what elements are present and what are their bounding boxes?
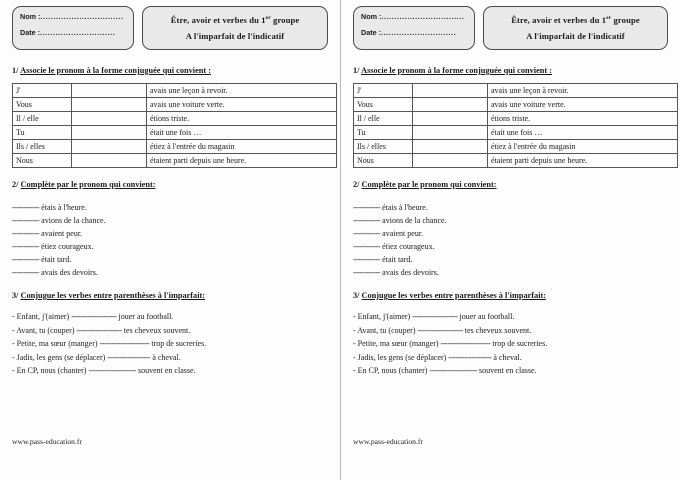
worksheet-title-box: [483, 6, 668, 50]
table-row: [13, 98, 337, 112]
pronoun-blank[interactable]: ------------: [12, 242, 40, 251]
sentence-text: étiez courageux.: [382, 242, 435, 251]
worksheet-title-box: [142, 6, 328, 50]
verb-form-cell: étaient parti depuis une heure.: [488, 154, 678, 168]
student-identity-box: [353, 6, 475, 50]
exercise-1-table: [12, 83, 337, 168]
exercise-3-number: 3/: [353, 291, 362, 300]
sentence-text: avions de la chance.: [41, 216, 106, 225]
pronoun-cell: Vous: [13, 98, 72, 112]
sentence-prefix: - Petite, ma sœur (manger): [12, 339, 100, 348]
sentence-text: était tard.: [41, 255, 72, 264]
exercise-2-list: [12, 201, 328, 279]
exercise-1-table: [353, 83, 678, 168]
list-item: [12, 227, 328, 240]
pronoun-cell: Ils / elles: [13, 140, 72, 154]
name-field-row[interactable]: [361, 12, 467, 21]
name-dotted-line: ................................: [381, 12, 465, 21]
exercise-3: [12, 291, 328, 378]
title-line-2: A l'imparfait de l'indicatif: [526, 31, 625, 41]
pronoun-cell: Il / elle: [13, 112, 72, 126]
exercise-2-number: 2/: [353, 180, 362, 189]
sentence-prefix: - Avant, tu (couper): [12, 325, 77, 335]
pronoun-blank[interactable]: ------------: [353, 242, 381, 251]
table-row: [13, 126, 337, 140]
list-item: [353, 240, 668, 253]
pronoun-blank[interactable]: ------------: [353, 216, 381, 225]
list-item: [353, 324, 668, 338]
exercise-1-instruction: Associe le pronom à la forme conjuguée qui convient :: [361, 66, 552, 75]
answer-blank-cell[interactable]: [413, 126, 488, 140]
verb-blank[interactable]: -------------------: [107, 352, 151, 362]
list-item: [12, 253, 328, 266]
sentence-text: étais à l'heure.: [41, 203, 87, 212]
date-dotted-line: .............................: [39, 28, 116, 37]
name-field-row[interactable]: [20, 12, 126, 21]
pronoun-blank[interactable]: ------------: [353, 229, 381, 238]
exercise-2-number: 2/: [12, 180, 21, 189]
header: [353, 6, 668, 54]
table-row: [13, 140, 337, 154]
verb-blank[interactable]: ----------------------: [440, 339, 491, 348]
pronoun-cell: J': [13, 84, 72, 98]
verb-form-cell: étiez à l'entrée du magasin: [147, 140, 337, 154]
worksheet-copy-right: [340, 0, 680, 480]
title-ordinal-suffix: er: [606, 15, 612, 22]
exercise-3-list: [12, 310, 328, 378]
list-item: [353, 253, 668, 266]
exercise-1-number: 1/: [12, 66, 21, 75]
name-label: Nom :: [20, 12, 41, 21]
sentence-suffix: trop de sucreries.: [490, 339, 548, 348]
sentence-suffix: à cheval.: [150, 352, 181, 362]
answer-blank-cell[interactable]: [72, 112, 147, 126]
verb-form-cell: étions triste.: [147, 112, 337, 126]
list-item: [12, 240, 328, 253]
list-item: [12, 201, 328, 214]
answer-blank-cell[interactable]: [413, 84, 488, 98]
answer-blank-cell[interactable]: [72, 126, 147, 140]
date-field-row[interactable]: [361, 28, 467, 37]
answer-blank-cell[interactable]: [413, 154, 488, 168]
footer-website[interactable]: www.pass-education.fr: [353, 437, 423, 446]
exercise-2-heading: [353, 180, 668, 189]
sentence-prefix: - Jadis, les gens (se déplacer): [353, 352, 449, 362]
verb-form-cell: étiez à l'entrée du magasin: [488, 140, 678, 154]
exercise-1-table-body: [354, 84, 678, 168]
sentence-suffix: à cheval.: [491, 352, 522, 362]
table-row: [354, 112, 678, 126]
answer-blank-cell[interactable]: [72, 84, 147, 98]
exercise-1-number: 1/: [353, 66, 362, 75]
sentence-text: avions de la chance.: [382, 216, 447, 225]
verb-form-cell: étions triste.: [488, 112, 678, 126]
pronoun-cell: Nous: [13, 154, 72, 168]
list-item: [353, 310, 668, 324]
verb-form-cell: avais une voiture verte.: [488, 98, 678, 112]
list-item: [12, 364, 328, 378]
exercise-1: [12, 66, 328, 168]
sentence-suffix: tes cheveux souvent.: [121, 325, 191, 335]
name-label: Nom :: [361, 12, 382, 21]
verb-form-cell: avais une leçon à revoir.: [147, 84, 337, 98]
title-line-1: [511, 15, 640, 25]
pronoun-cell: Tu: [354, 126, 413, 140]
verb-blank[interactable]: --------------------: [71, 312, 117, 321]
sentence-prefix: - Petite, ma sœur (manger): [353, 339, 441, 348]
list-item: [12, 266, 328, 279]
list-item: [353, 227, 668, 240]
list-item: [353, 201, 668, 214]
date-field-row[interactable]: [20, 28, 126, 37]
answer-blank-cell[interactable]: [72, 140, 147, 154]
sentence-text: avais des devoirs.: [41, 268, 98, 277]
sentence-text: avaient peur.: [41, 229, 83, 238]
pronoun-cell: Ils / elles: [354, 140, 413, 154]
verb-blank[interactable]: ---------------------: [88, 366, 136, 375]
table-row: [13, 154, 337, 168]
header: [12, 6, 328, 54]
sentence-text: étiez courageux.: [41, 242, 94, 251]
verb-form-cell: était une fois …: [147, 126, 337, 140]
table-row: [354, 154, 678, 168]
exercise-1-heading: [353, 66, 668, 75]
title-line-1: [171, 15, 300, 25]
exercise-3: [353, 291, 668, 378]
table-row: [13, 112, 337, 126]
list-item: [12, 324, 328, 338]
title-line-2: A l'imparfait de l'indicatif: [185, 31, 285, 41]
student-identity-box: [12, 6, 134, 50]
title-line-1-tail: groupe: [270, 15, 300, 25]
date-dotted-line: .............................: [380, 28, 457, 37]
verb-blank[interactable]: --------------------: [417, 325, 463, 335]
sentence-prefix: - Jadis, les gens (se déplacer): [12, 352, 108, 362]
sentence-text: avais des devoirs.: [382, 268, 439, 277]
date-label: Date :: [361, 28, 381, 37]
sentence-text: avaient peur.: [382, 229, 424, 238]
sentence-prefix: - En CP, nous (chanter): [12, 366, 89, 375]
exercise-3-instruction: Conjugue les verbes entre parenthèses à l'imparfait:: [20, 291, 206, 300]
pronoun-cell: Nous: [354, 154, 413, 168]
list-item: [353, 351, 668, 365]
exercise-3-instruction: Conjugue les verbes entre parenthèses à l'imparfait:: [361, 291, 547, 300]
pronoun-cell: Il / elle: [354, 112, 413, 126]
answer-blank-cell[interactable]: [413, 112, 488, 126]
answer-blank-cell[interactable]: [413, 98, 488, 112]
title-line-1-tail: groupe: [611, 15, 640, 25]
sentence-text: était tard.: [382, 255, 413, 264]
title-ordinal-suffix: er: [265, 15, 271, 22]
name-dotted-line: ................................: [40, 12, 124, 21]
list-item: [12, 337, 328, 351]
verb-form-cell: avais une leçon à revoir.: [488, 84, 678, 98]
sentence-suffix: jouer au football.: [116, 312, 174, 321]
pronoun-blank[interactable]: ------------: [353, 268, 381, 277]
sentence-prefix: - En CP, nous (chanter): [353, 366, 430, 375]
table-row: [354, 126, 678, 140]
list-item: [353, 337, 668, 351]
date-label: Date :: [20, 28, 40, 37]
pronoun-blank[interactable]: ------------: [12, 255, 40, 264]
exercise-1-instruction: Associe le pronom à la forme conjuguée qui convient :: [20, 66, 211, 75]
table-row: [354, 98, 678, 112]
verb-form-cell: étaient parti depuis une heure.: [147, 154, 337, 168]
answer-blank-cell[interactable]: [413, 140, 488, 154]
sentence-prefix: - Avant, tu (couper): [353, 325, 418, 335]
exercise-2-instruction: Complète par le pronom qui convient:: [20, 180, 156, 189]
list-item: [353, 266, 668, 279]
exercise-3-number: 3/: [12, 291, 21, 300]
pronoun-cell: J': [354, 84, 413, 98]
table-row: [354, 84, 678, 98]
list-item: [12, 310, 328, 324]
pronoun-blank[interactable]: ------------: [353, 203, 381, 212]
title-line-1-text: Être, avoir et verbes du 1: [170, 15, 266, 25]
exercise-1: [353, 66, 668, 168]
verb-form-cell: avais une voiture verte.: [147, 98, 337, 112]
exercise-2-instruction: Complète par le pronom qui convient:: [361, 180, 497, 189]
title-line-1-text: Être, avoir et verbes du 1: [511, 15, 607, 25]
exercise-1-heading: [12, 66, 328, 75]
verb-blank[interactable]: --------------------: [412, 312, 458, 321]
answer-blank-cell[interactable]: [72, 154, 147, 168]
pronoun-cell: Tu: [13, 126, 72, 140]
answer-blank-cell[interactable]: [72, 98, 147, 112]
exercise-3-list: [353, 310, 668, 378]
verb-blank[interactable]: -------------------: [448, 352, 492, 362]
exercise-2-list: [353, 201, 668, 279]
exercise-2-heading: [12, 180, 328, 189]
pronoun-blank[interactable]: ------------: [12, 203, 40, 212]
verb-blank[interactable]: ----------------------: [99, 339, 150, 348]
pronoun-blank[interactable]: ------------: [12, 268, 40, 277]
list-item: [353, 364, 668, 378]
exercise-2: [353, 180, 668, 279]
sentence-suffix: trop de sucreries.: [149, 339, 207, 348]
list-item: [12, 351, 328, 365]
pronoun-cell: Vous: [354, 98, 413, 112]
exercise-2: [12, 180, 328, 279]
pronoun-blank[interactable]: ------------: [12, 216, 40, 225]
exercise-1-table-body: [13, 84, 337, 168]
sentence-suffix: souvent en classe.: [135, 366, 196, 375]
verb-blank[interactable]: --------------------: [76, 325, 122, 335]
list-item: [353, 214, 668, 227]
sentence-text: étais à l'heure.: [382, 203, 428, 212]
footer-website[interactable]: www.pass-education.fr: [12, 437, 82, 446]
pronoun-blank[interactable]: ------------: [12, 229, 40, 238]
verb-form-cell: était une fois …: [488, 126, 678, 140]
exercise-3-heading: [12, 291, 328, 300]
pronoun-blank[interactable]: ------------: [353, 255, 381, 264]
list-item: [12, 214, 328, 227]
exercise-3-heading: [353, 291, 668, 300]
table-row: [354, 140, 678, 154]
sentence-suffix: tes cheveux souvent.: [462, 325, 532, 335]
table-row: [13, 84, 337, 98]
sentence-prefix: - Enfant, j'(aimer): [353, 312, 413, 321]
sentence-prefix: - Enfant, j'(aimer): [12, 312, 72, 321]
sentence-suffix: jouer au football.: [457, 312, 515, 321]
verb-blank[interactable]: ---------------------: [429, 366, 477, 375]
sentence-suffix: souvent en classe.: [476, 366, 537, 375]
